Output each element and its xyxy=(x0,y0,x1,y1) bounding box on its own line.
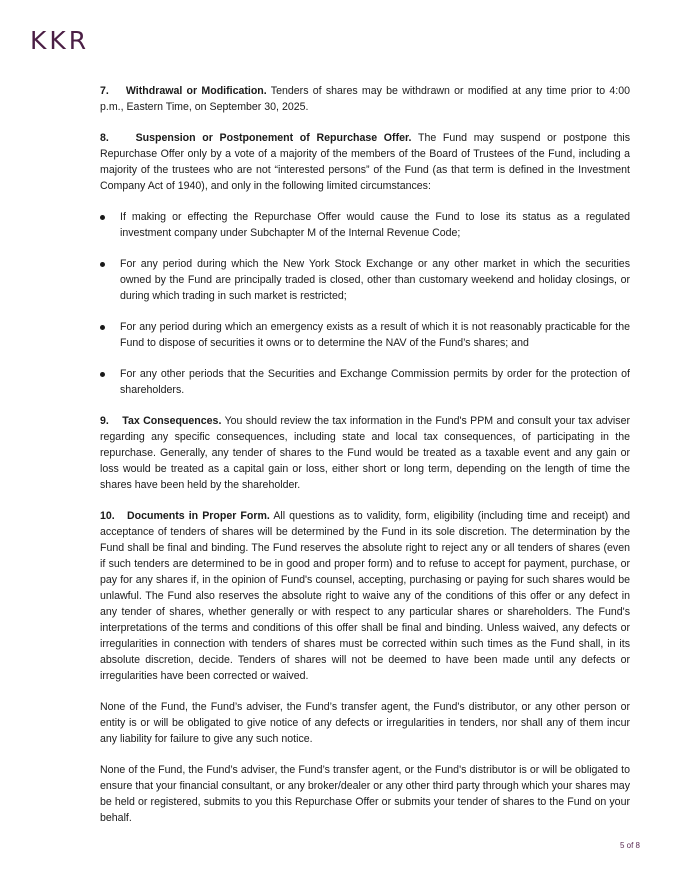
section-number: 10. xyxy=(100,510,115,522)
section-number: 9. xyxy=(100,415,109,427)
section-text: The Fund may suspend or postpone this Repurchase Offer only by a vote of a majority of the members of the Board of Trustees of the Fund, including a majority of the trustees who are not “interested persons” of the Fund (as that term is defined in the Investment Company Act of 1940), and only in the following limited circumstances: xyxy=(100,132,630,192)
section-text: You should review the tax information in the Fund's PPM and consult your tax adviser regarding any specific consequences, including state and local tax consequences, of participating in the repurchase. Generally, any tender of shares to the Fund would be treated as a taxable event and any gain or loss would be treated as a capital gain or loss, either short or long term, depending on the length of time the shares have been held by the shareholder. xyxy=(100,415,630,491)
section-heading: Documents in Proper Form. xyxy=(126,510,270,522)
section-10 xyxy=(100,508,630,684)
section-text: All questions as to validity, form, eligibility (including time and receipt) and acceptance of tenders of shares will be determined by the Fund in its sole discretion. The determination by the Fund shall be final and binding. The Fund reserves the absolute right to reject any or all tenders of shares (even if such tenders are determined to be in good and proper form) and to refuse to accept for payment, purchase, or pay for any shares if, in the opinion of Fund's counsel, accepting, purchasing or paying for such shares would be unlawful. The Fund also reserves the absolute right to waive any of the conditions of this offer or any defect in any tender of shares, whether generally or with respect to any particular shares or shareholders. The Fund's interpretations of the terms and conditions of this offer shall be final and binding. Unless waived, any defects or irregularities in connection with tenders of shares must be corrected within such times as the Fund shall, in its absolute discretion, decide. Tenders of shares will not be deemed to have been made until any defects or irregularities have been corrected or waived. xyxy=(100,510,630,682)
section-9 xyxy=(100,413,630,493)
bullet-icon xyxy=(100,215,105,220)
closing-paragraph: None of the Fund, the Fund’s adviser, the Fund’s transfer agent, the Fund's distributor, or any other person or entity is or will be obligated to give notice of any defects or irregularities in tenders, nor shall any of them incur any liability for failure to give any such notice. xyxy=(100,701,630,745)
list-item-text: For any period during which the New York Stock Exchange or any other market in which the securities owned by the Fund are principally traded is closed, other than customary weekend and holiday closings, or during which trading in such market is restricted; xyxy=(120,258,630,302)
bullet-icon xyxy=(100,262,105,267)
list-item-text: For any other periods that the Securities and Exchange Commission permits by order for the protection of shareholders. xyxy=(120,368,630,396)
section-heading: Suspension or Postponement of Repurchase Offer. xyxy=(135,132,412,144)
section-number: 7. xyxy=(100,85,109,97)
section-heading: Tax Consequences. xyxy=(122,415,222,427)
section-text: Tenders of shares may be withdrawn or modified at any time prior to 4:00 p.m., Eastern Time, on September 30, 2025. xyxy=(100,85,630,113)
section-heading: Withdrawal or Modification. xyxy=(125,85,267,97)
list-item xyxy=(100,319,630,351)
page-number: 5 of 8 xyxy=(619,841,640,850)
list-item xyxy=(100,256,630,304)
list-item xyxy=(100,366,630,398)
list-item-text: For any period during which an emergency exists as a result of which it is not reasonably practicable for the Fund to dispose of securities it owns or to determine the NAV of the Fund’s shares; and xyxy=(120,321,630,349)
suspension-circumstances-list xyxy=(100,209,630,398)
section-number: 8. xyxy=(100,132,109,144)
section-7 xyxy=(100,83,630,115)
bullet-icon xyxy=(100,325,105,330)
closing-paragraph: None of the Fund, the Fund’s adviser, the Fund’s transfer agent, or the Fund's distributor is or will be obligated to ensure that your financial consultant, or any broker/dealer or any other third party through which your shares may be held or registered, submits to you this Repurchase Offer or submits your tender of shares to the Fund on your behalf. xyxy=(100,764,630,824)
document-body xyxy=(100,83,630,841)
list-item xyxy=(100,209,630,241)
kkr-logo: KKR xyxy=(30,26,90,55)
bullet-icon xyxy=(100,372,105,377)
section-8 xyxy=(100,130,630,194)
list-item-text: If making or effecting the Repurchase Offer would cause the Fund to lose its status as a regulated investment company under Subchapter M of the Internal Revenue Code; xyxy=(120,211,630,239)
